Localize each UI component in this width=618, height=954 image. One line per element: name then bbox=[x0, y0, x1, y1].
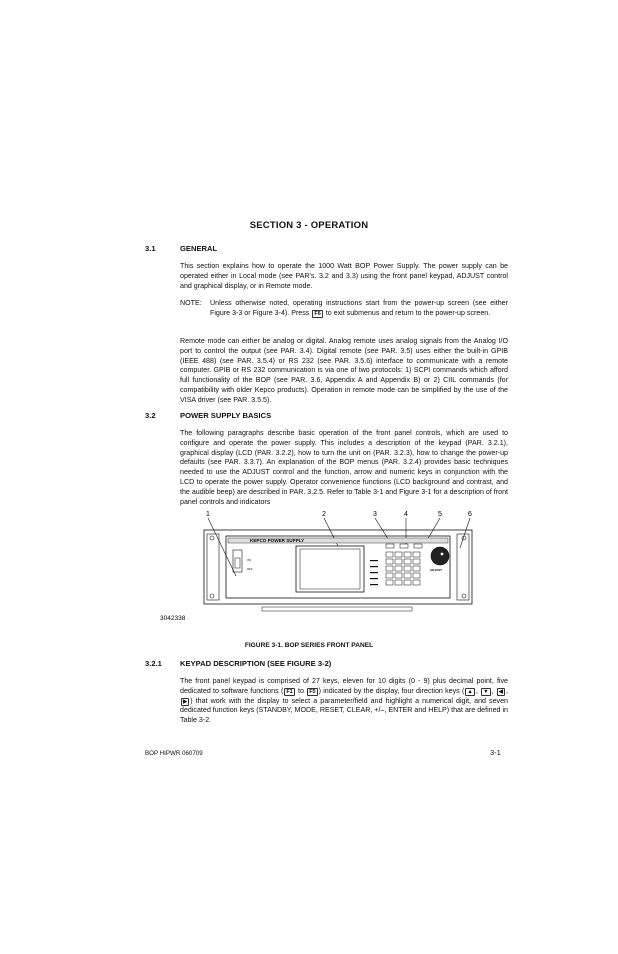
heading-title: POWER SUPPLY BASICS bbox=[180, 411, 272, 420]
keypad-text-c: ) that work with the display to select a parameter/field and highlight a numerical digit, and seven dedicated function keys (STANDBY, MODE, RESET, CLEAR, +/–, ENTER and HELP) that are defined in Table 3-2. bbox=[180, 696, 508, 725]
switch-on-label: ON bbox=[247, 558, 252, 562]
up-arrow-key-icon: ▲ bbox=[467, 688, 473, 695]
keypad-text-b: ) indicated by the display, four direction keys ( bbox=[318, 686, 465, 695]
figure-caption: FIGURE 3-1. BOP SERIES FRONT PANEL bbox=[244, 642, 374, 649]
heading-number: 3.2 bbox=[145, 411, 156, 420]
right-arrow-key-icon: ▶ bbox=[183, 698, 188, 705]
mount-hole-icon bbox=[462, 594, 466, 598]
right-handle bbox=[457, 534, 469, 600]
note-text-b: to exit submenus and return to the power-up screen. bbox=[325, 308, 491, 317]
softkey-column bbox=[370, 560, 378, 585]
panel-brand-label: KEPCO POWER SUPPLY bbox=[250, 538, 305, 544]
adjust-knob-icon bbox=[431, 547, 449, 565]
front-panel-drawing bbox=[150, 508, 510, 628]
heading-3-1 bbox=[145, 244, 217, 253]
general-paragraph-1: This section explains how to operate the 1000 Watt BOP Power Supply. The power supply can be operated either in Local mode (see PAR's. 3.2 and 3.3) using the front panel keypad, ADJUST control and graphical display, or in Remote mode. bbox=[180, 262, 508, 290]
left-handle bbox=[207, 534, 219, 600]
callout-4: 4 bbox=[404, 511, 408, 518]
heading-3-2 bbox=[145, 411, 271, 420]
switch-off-label: OFF bbox=[247, 567, 253, 571]
adjust-label: ADJUST bbox=[430, 568, 443, 572]
top-function-keys bbox=[386, 544, 422, 548]
callout-5: 5 bbox=[438, 511, 442, 518]
keypad-text-a: The front panel keypad is comprised of 27 keys, eleven for 10 digits (0 - 9) plus decimal point, five dedicated to software functions ( bbox=[180, 677, 508, 695]
callout-6: 6 bbox=[468, 511, 472, 518]
heading-title: GENERAL bbox=[180, 244, 218, 253]
mount-hole-icon bbox=[210, 536, 214, 540]
down-arrow-key-icon: ▼ bbox=[483, 688, 489, 695]
general-paragraph-2: Remote mode can either be analog or digital. Analog remote uses analog signals from the Analog I/O port to control the output (see PAR. 3.4). Digital remote (see PAR. 3.5) uses either the built-in GPIB (IEEE 488) (see PAR. 3.5.4) or RS 232 (see PAR. 3.5.6) interface to communicate with a remote computer. GPIB or RS 232 communication is via one of two protocols: 1) SCPI commands which afford full functionality of the BOP (see PAR. 3.6, Appendix A and Appendix B) or 2) CIIL commands (for compatibility with older Kepco products). Operation in remote mode can be simplified by the use of the VISA driver (see PAR. 3.5.5). bbox=[180, 337, 508, 404]
drawing-number: 3042338 bbox=[160, 615, 186, 622]
front-panel-figure bbox=[150, 508, 510, 628]
keypad bbox=[386, 552, 420, 585]
power-switch-rocker bbox=[235, 558, 240, 568]
adjust-knob-indicator-icon bbox=[441, 553, 444, 556]
note-text bbox=[210, 299, 508, 319]
f5-key-icon: F5 bbox=[309, 688, 316, 695]
note-block bbox=[180, 299, 508, 319]
heading-title: KEYPAD DESCRIPTION (SEE FIGURE 3-2) bbox=[180, 659, 332, 668]
note-label: NOTE: bbox=[180, 299, 202, 307]
heading-number: 3.1 bbox=[145, 244, 156, 253]
footer-page-number: 3-1 bbox=[490, 748, 501, 757]
f1-key-icon: F1 bbox=[286, 688, 293, 695]
mount-hole-icon bbox=[210, 594, 214, 598]
basics-paragraph: The following paragraphs describe basic operation of the front panel controls, which are used to configure and operate the power supply. This includes a description of the keypad (PAR. 3.2.1), graphical display (LCD (PAR. 3.2.2), how to turn the unit on (PAR. 3.2.3), how to change the power-up defaults (see PAR. 3.3.7). An explanation of the BOP menus (PAR. 3.2.4) provides basic techniques needed to use the ADJUST control and the function, arrow and numeric keys in conjunction with the LCD to operate the power supply. Operator convenience functions (LCD background and contrast, and the audible beep) are described in PAR. 3.2.5. Refer to Table 3-1 and Figure 3-1 for a description of front panel controls and indicators bbox=[180, 429, 508, 506]
section-title: SECTION 3 - OPERATION bbox=[249, 220, 369, 231]
heading-3-2-1 bbox=[145, 659, 331, 668]
f6-key-icon: F6 bbox=[314, 310, 321, 317]
keypad-paragraph: The front panel keypad is comprised of 27 keys, eleven for 10 digits (0 - 9) plus decimal point, five dedicated to software functions ( F1 to F5 ) indicated by the display, four direction keys ( ▲ , ▼ , ◀ , ▶ ) that work with the display to select a parameter/field and highlight a numerical digit, and seven dedicated function keys (STANDBY, MODE, RESET, CLEAR, +/–, ENTER and HELP) that are defined in Table 3-2. bbox=[180, 677, 508, 725]
callout-3: 3 bbox=[373, 511, 377, 518]
bottom-foot bbox=[262, 607, 412, 611]
left-arrow-key-icon: ◀ bbox=[498, 688, 503, 695]
callout-1: 1 bbox=[206, 511, 210, 518]
note-text-a: Unless otherwise noted, operating instructions start from the power-up screen (see either Figure 3-3 or Figure 3-4). Press bbox=[210, 299, 508, 317]
lcd-screen bbox=[300, 549, 360, 589]
callout-2: 2 bbox=[322, 511, 326, 518]
keypad-text-to: to bbox=[298, 686, 304, 695]
footer-doc-id: BOP HIPWR 060709 bbox=[145, 750, 203, 757]
heading-number: 3.2.1 bbox=[145, 659, 162, 668]
